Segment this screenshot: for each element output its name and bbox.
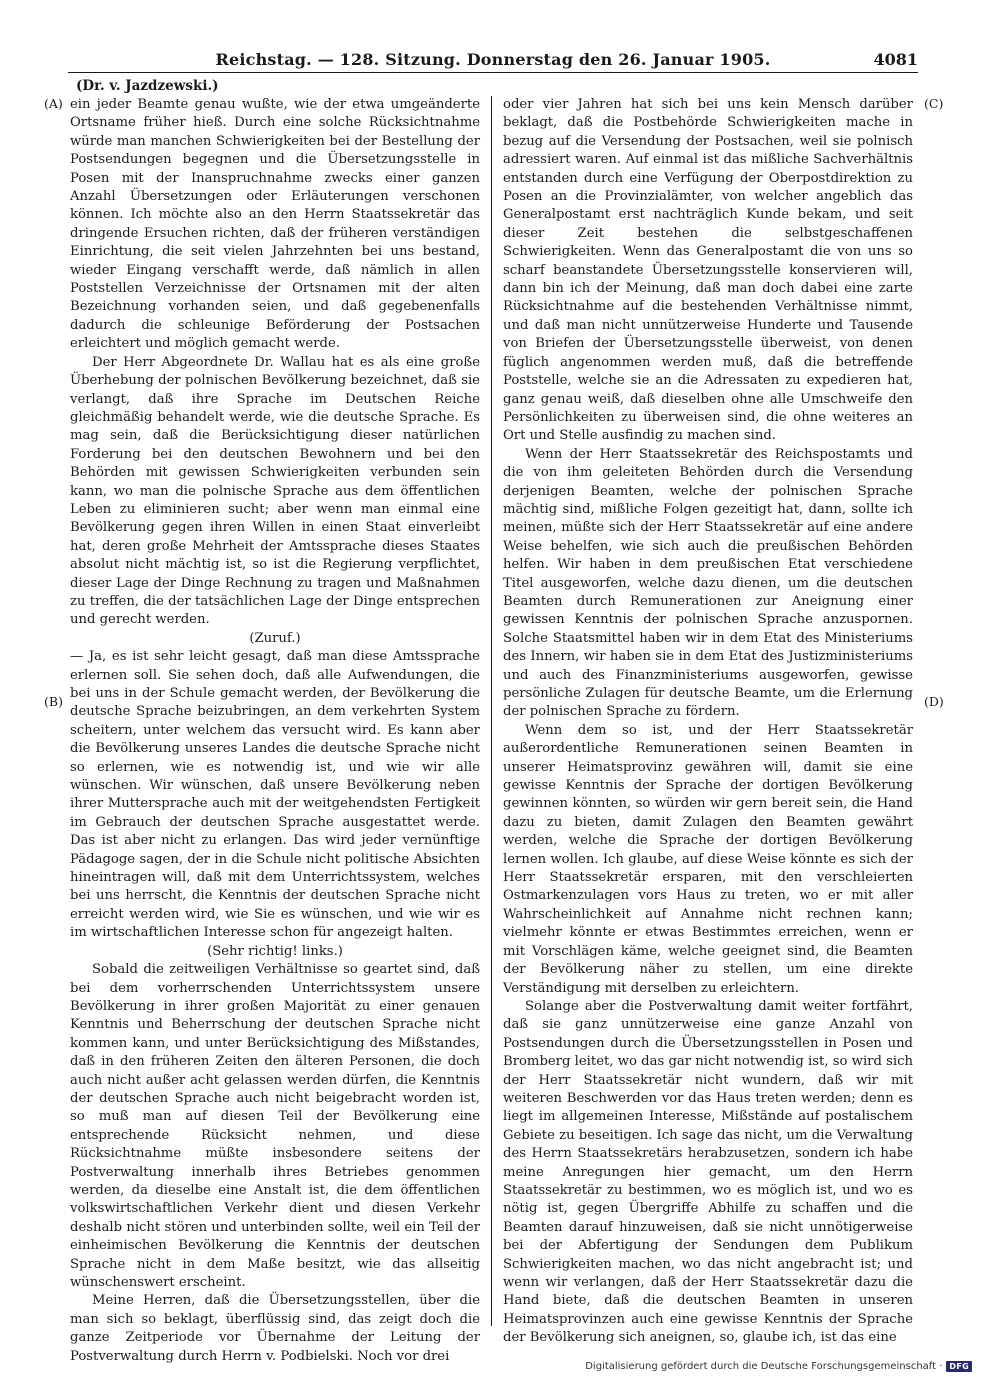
header-title: Reichstag. — 128. Sitzung. Donnerstag den 26. Januar 1905.: [215, 50, 771, 69]
margin-marker-b: (B): [44, 694, 63, 709]
right-column: [503, 96, 913, 1346]
header-rule: [68, 72, 918, 73]
paragraph: Solange aber die Postverwaltung damit weiter fortfährt, daß sie ganz unnützerweise eine ganze Anzahl von Postsendungen durch die Übersetzungsstellen in Posen und Bromberg leitet, wo das gar nicht notwendig ist, so wird sich der Herr Staatssekretär nicht wundern, daß wir mit weiteren Beschwerden vor das Haus treten werden; denn es liegt im allgemeinen Interesse, Mißstände auf postalischem Gebiete zu beseitigen. Ich sage das nicht, um die Verwaltung des Herrn Staatssekretärs herabzusetzen, sondern ich habe meine Anregungen hier gemacht, um den Herrn Staatssekretär zu bestimmen, wo es möglich ist, und wo es nötig ist, gegen Übergriffe Abhilfe zu schaffen und die Beamten darauf hinzuweisen, daß sie nicht unnötigerweise bei der Abfertigung der Sendungen dem Publikum Schwierigkeiten machen, wo das nicht angebracht ist; und wenn wir verlangen, daß der Herr Staatssekretär dazu die Hand biete, daß die deutschen Beamten in unseren Heimatsprovinzen auch eine gewisse Kenntnis der Sprache der Bevölkerung sich aneignen, so, glaube ich, ist das eine: [503, 998, 913, 1346]
left-column: [70, 96, 480, 1364]
dfg-logo: DFG: [946, 1361, 972, 1372]
margin-marker-a: (A): [44, 96, 63, 111]
paragraph: Wenn der Herr Staatssekretär des Reichspostamts und die von ihm geleiteten Behörden durch die Versendung derjenigen Beamten, welche der polnischen Sprache mächtig sind, mißliche Folgen gezeitigt hat, dann, sollte ich meinen, müßte sich der Herr Staatssekretär auf eine andere Weise behelfen, wie sich auch die preußischen Behörden helfen. Wir haben in dem preußischen Etat verschiedene Titel ausgeworfen, welche dazu dienen, um die deutschen Beamten durch Remunerationen zur Aneignung einer gewissen Kenntnis der polnischen Sprache anzuspornen. Solche Staatsmittel haben wir in dem Etat des Ministeriums des Innern, wir haben sie in dem Etat des Justizministeriums und auch des Finanzministeriums ausgeworfen, gewisse persönliche Zulagen für deutsche Beamte, um die Erlernung der polnischen Sprache zu fördern.: [503, 446, 913, 720]
paragraph: Der Herr Abgeordnete Dr. Wallau hat es als eine große Überhebung der polnischen Bevölkerung bezeichnet, daß sie verlangt, daß ihre Sprache im Deutschen Reiche gleichmäßig behandelt werde, wie die deutsche Sprache. Es mag sein, daß die Berücksichtigung dieser natürlichen Forderung bei den deutschen Bewohnern und bei den Behörden mit gewissen Schwierigkeiten verbunden sein kann, wo man die polnische Sprache aus dem öffentlichen Leben zu eliminieren sucht; aber wenn man einmal eine Bevölkerung gegen ihren Willen in einen Staat einverleibt hat, deren große Mehrheit der Amtssprache dieses Staates absolut nicht mächtig ist, so ist die Regierung verpflichtet, dieser Lage der Dinge Rechnung zu tragen und Maßnahmen zu treffen, die der tatsächlichen Lage der Dinge entsprechen und gerecht werden.: [70, 354, 480, 628]
paragraph: ein jeder Beamte genau wußte, wie der etwa umgeänderte Ortsname früher hieß. Durch eine solche Rücksichtnahme würde man manchen Schwierigkeiten bei der Bestellung der Postsendungen begegnen und die Übersetzungsstelle in Posen mit der Inanspruchnahme zwecks einer ganzen Anzahl Übersetzungen oder Erläuterungen verschonen können. Ich möchte also an den Herrn Staatssekretär das dringende Ersuchen richten, daß der früheren verständigen Einrichtung, die seit vielen Jahrzehnten bei uns bestand, wieder Eingang verschafft werde, daß nämlich in allen Poststellen Verzeichnisse der Ortsnamen mit der alten Bezeichnung vorhanden seien, und daß gegebenenfalls dadurch die schleunige Beförderung der Postsachen erleichtert und möglich gemacht werde.: [70, 97, 480, 352]
footer-text: Digitalisierung gefördert durch die Deutsche Forschungsgemeinschaft ·: [585, 1361, 943, 1372]
paragraph: Sobald die zeitweiligen Verhältnisse so geartet sind, daß bei dem vorherrschenden Unterrichtssystem unsere Bevölkerung in ihrer großen Majorität zu einer genauen Kenntnis und Beherrschung der deutschen Sprache nicht kommen kann, und unter Berücksichtigung des Mißstandes, daß in den früheren Zeiten den älteren Personen, die doch auch nicht außer acht gelassen werden dürfen, die Kenntnis der deutschen Sprache auch nicht beigebracht worden ist, so muß man auf diesen Teil der Bevölkerung eine entsprechende Rücksicht nehmen, und diese Rücksichtnahme müßte insbesondere seitens der Postverwaltung innerhalb ihres Betriebes genommen werden, da dieselbe eine Anstalt ist, die dem öffentlichen volkswirtschaftlichen Verkehr dient und diesen Verkehr deshalb nicht stören und unterbinden sollte, weil ein Teil der einheimischen Bevölkerung die Kenntnis der deutschen Sprache nicht in dem Maße besitzt, wie das allseitig wünschenswert erscheint.: [70, 962, 480, 1290]
paragraph: — Ja, es ist sehr leicht gesagt, daß man diese Amtssprache erlernen soll. Sie sehen doch, daß alle Aufwendungen, die bei uns in der Schule gemacht werden, der Bevölkerung die deutsche Sprache beizubringen, an dem verkehrten System scheitern, unter welchem das versucht wird. Es kann aber die Bevölkerung unseres Landes die deutsche Sprache nicht so erlernen, wie es notwendig ist, und wie wir alle wünschen. Wir wünschen, daß unsere Bevölkerung neben ihrer Muttersprache auch mit der weitgehendsten Fertigkeit im Gebrauch der deutschen Sprache ausgestattet werde. Das ist aber nicht zu erlangen. Das wird jeder vernünftige Pädagoge sagen, der in die Schule nicht politische Absichten hineintragen will, daß mit dem Unterrichtssystem, welches bei uns herrscht, die Kenntnis der deutschen Sprache nicht erreicht werden wird, wie Sie es wünschen, und wie wir es im wirtschaftlichen Interesse schon für angezeigt halten.: [70, 649, 480, 941]
speaker-label: (Dr. v. Jazdzewski.): [76, 78, 219, 94]
paragraph: Meine Herren, daß die Übersetzungsstellen, über die man sich so beklagt, überflüssig sind, das zeigt doch die ganze Zeitperiode vor Übernahme der Leitung der Postverwaltung durch Herrn v. Podbielski. Noch vor drei: [70, 1293, 480, 1364]
column-divider: [491, 96, 492, 1326]
margin-marker-c: (C): [924, 96, 944, 111]
paragraph: oder vier Jahren hat sich bei uns kein Mensch darüber beklagt, daß die Postbehörde Schwierigkeiten mache in bezug auf die Versendung der Postsachen, weil sie polnisch adressiert waren. Auf einmal ist das mißliche Sachverhältnis entstanden durch eine Verfügung der Oberpostdirektion zu Posen an die Provinzialämter, von welcher angeblich das Generalpostamt erst nachträglich Kunde bekam, und seit dieser Zeit bestehen die selbstgeschaffenen Schwierigkeiten. Wenn das Generalpostamt die von uns so scharf beanstandete Übersetzungsstelle konservieren will, dann bin ich der Meinung, daß man doch dabei eine zarte Rücksichtnahme auf die bestehenden Verhältnisse nimmt, und daß man nicht unnützerweise Hunderte und Tausende von Briefen der Übersetzungsstelle überweist, von denen füglich angenommen werden muß, daß die betreffende Poststelle, welche sie an die Adressaten zu expedieren hat, ganz genau weiß, daß dieselben ohne alle Umschweife den Persönlichkeiten zu überweisen sind, die ohne weiteres an Ort und Stelle ausfindig zu machen sind.: [503, 97, 913, 444]
paragraph: Wenn dem so ist, und der Herr Staatssekretär außerordentliche Remunerationen seinen Beamten in unserer Heimatsprovinz gewähren will, damit sie eine gewisse Kenntnis der Sprache der dortigen Bevölkerung gewinnen könnten, so würden wir gern bereit sein, die Hand dazu zu bieten, damit Zulagen den Beamten gewährt werden, welche die Sprache der dortigen Bevölkerung lernen wollen. Ich glaube, auf diese Weise könnte es sich der Herr Staatssekretär ersparen, mit den verschleierten Ostmarkenzulagen vors Haus zu treten, wo er mit aller Wahrscheinlichkeit auf Annahme nicht rechnen kann; vielmehr könnte er etwas Bestimmtes erreichen, wenn er mit Vorschlägen käme, welche geeignet sind, die Beamten der Bevölkerung näher zu stellen, um eine direkte Verständigung mit derselben zu erleichtern.: [503, 722, 913, 996]
page-number: 4081: [873, 50, 918, 69]
interjection: (Zuruf.): [249, 630, 301, 646]
interjection: (Sehr richtig! links.): [207, 943, 343, 959]
margin-marker-d: (D): [924, 694, 944, 709]
footer-credit: [585, 1361, 972, 1372]
page-header: [68, 46, 918, 74]
